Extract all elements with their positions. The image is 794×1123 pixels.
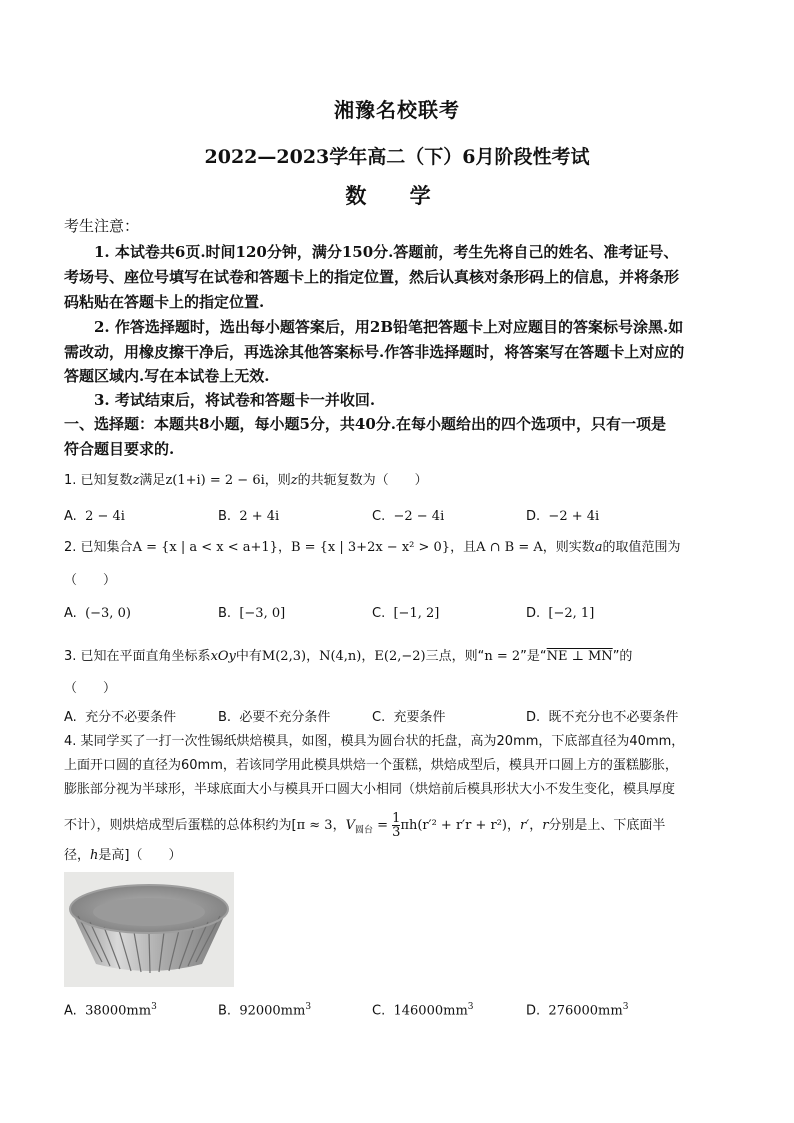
question-4-line-5: 径，h是高]（ ）	[64, 848, 182, 863]
notice-heading: 考生注意：	[64, 217, 140, 235]
notice-item-1-line-1: 1. 本试卷共6页.时间120分钟，满分150分.答题前，考生先将自己的姓名、准考证号、	[94, 243, 679, 261]
question-1-option-b: B. 2 + 4i	[218, 509, 280, 524]
question-3-option-a: A. 充分不必要条件	[64, 710, 177, 725]
question-2-option-d: D. [−2, 1]	[526, 606, 595, 621]
question-3-option-b: B. 必要不充分条件	[218, 710, 331, 725]
question-4-line-1: 4. 某同学买了一打一次性锡纸烘焙模具，如图，模具为圆台状的托盘，高为20mm，下底部直径为40mm，	[64, 734, 685, 749]
notice-item-2-line-2: 需改动，用橡皮擦干净后，再选涂其他答案标号.作答非选择题时，将答案写在答题卡上对应的	[64, 343, 685, 361]
question-3-option-c: C. 充要条件	[372, 710, 446, 725]
question-2-option-a: A. (−3, 0)	[64, 606, 131, 621]
question-4-option-b: B. $92000mm^3$	[218, 1002, 312, 1019]
question-4-line-2: 上面开口圆的直径为60mm，若该同学用此模具烘焙一个蛋糕，烘焙成型后，模具开口圆上方的蛋糕膨胀，	[64, 758, 678, 773]
section-heading-line-2: 符合题目要求的.	[64, 440, 175, 458]
question-3-answer-paren: （ ）	[64, 681, 117, 696]
question-1-option-a: A. 2 − 4i	[64, 509, 125, 524]
notice-item-1-line-2: 考场号、座位号填写在试卷和答题卡上的指定位置，然后认真核对条形码上的信息，并将条形	[64, 268, 680, 286]
notice-item-2-line-1: 2. 作答选择题时，选出每小题答案后，用2B铅笔把答题卡上对应题目的答案标号涂黑.如	[94, 318, 684, 336]
question-3-option-d: D. 既不充分也不必要条件	[526, 710, 679, 725]
question-1-option-c: C. −2 − 4i	[372, 509, 445, 524]
exam-title: 2022—2023学年高二（下）6月阶段性考试	[204, 146, 590, 168]
question-4-line-3: 膨胀部分视为半球形，半球底面大小与模具开口圆大小相同（烘焙前后模具形状大小不发生变化，模具厚度	[64, 782, 676, 797]
question-2-answer-paren: （ ）	[64, 573, 117, 588]
school-title: 湘豫名校联考	[334, 98, 460, 122]
question-2-stem: 2. 已知集合A = {x | a < x < a+1}，B = {x | 3+2x − x² > 0}，且A ∩ B = A，则实数a的取值范围为	[64, 540, 681, 555]
question-4-option-c: C. $146000mm^3$	[372, 1002, 474, 1019]
foil-mold-photo	[64, 872, 234, 987]
notice-item-3: 3. 考试结束后，将试卷和答题卡一并收回.	[94, 391, 376, 409]
question-1-option-d: D. −2 + 4i	[526, 509, 600, 524]
section-heading-line-1: 一、选择题：本题共8小题，每小题5分，共40分.在每小题给出的四个选项中，只有一项是	[64, 415, 666, 433]
notice-item-1-line-3: 码粘贴在答题卡上的指定位置.	[64, 293, 265, 311]
notice-item-2-line-3: 答题区域内.写在本试卷上无效.	[64, 367, 270, 385]
question-4-line-4: 不计），则烘焙成型后蛋糕的总体积约为[π ≈ 3，$V_{圆台}$ = $\frac{1}{3}$ πh(r′² + r′r + r²)，r′，r分别是上、下底面半	[64, 811, 666, 840]
question-4-option-a: A. $38000mm^3$	[64, 1002, 157, 1019]
question-3-stem: 3. 已知在平面直角坐标系xOy中有M(2,3)，N(4,n)，E(2,−2)三点，则“n = 2”是“NE ⊥ MN”的	[64, 649, 633, 664]
question-4-option-d: D. $276000mm^3$	[526, 1002, 629, 1019]
question-2-option-b: B. [−3, 0]	[218, 606, 286, 621]
question-2-option-c: C. [−1, 2]	[372, 606, 440, 621]
subject-title: 数 学	[345, 183, 449, 208]
question-1-stem: 1. 已知复数z满足z(1+i) = 2 − 6i，则z的共轭复数为（ ）	[64, 473, 428, 488]
